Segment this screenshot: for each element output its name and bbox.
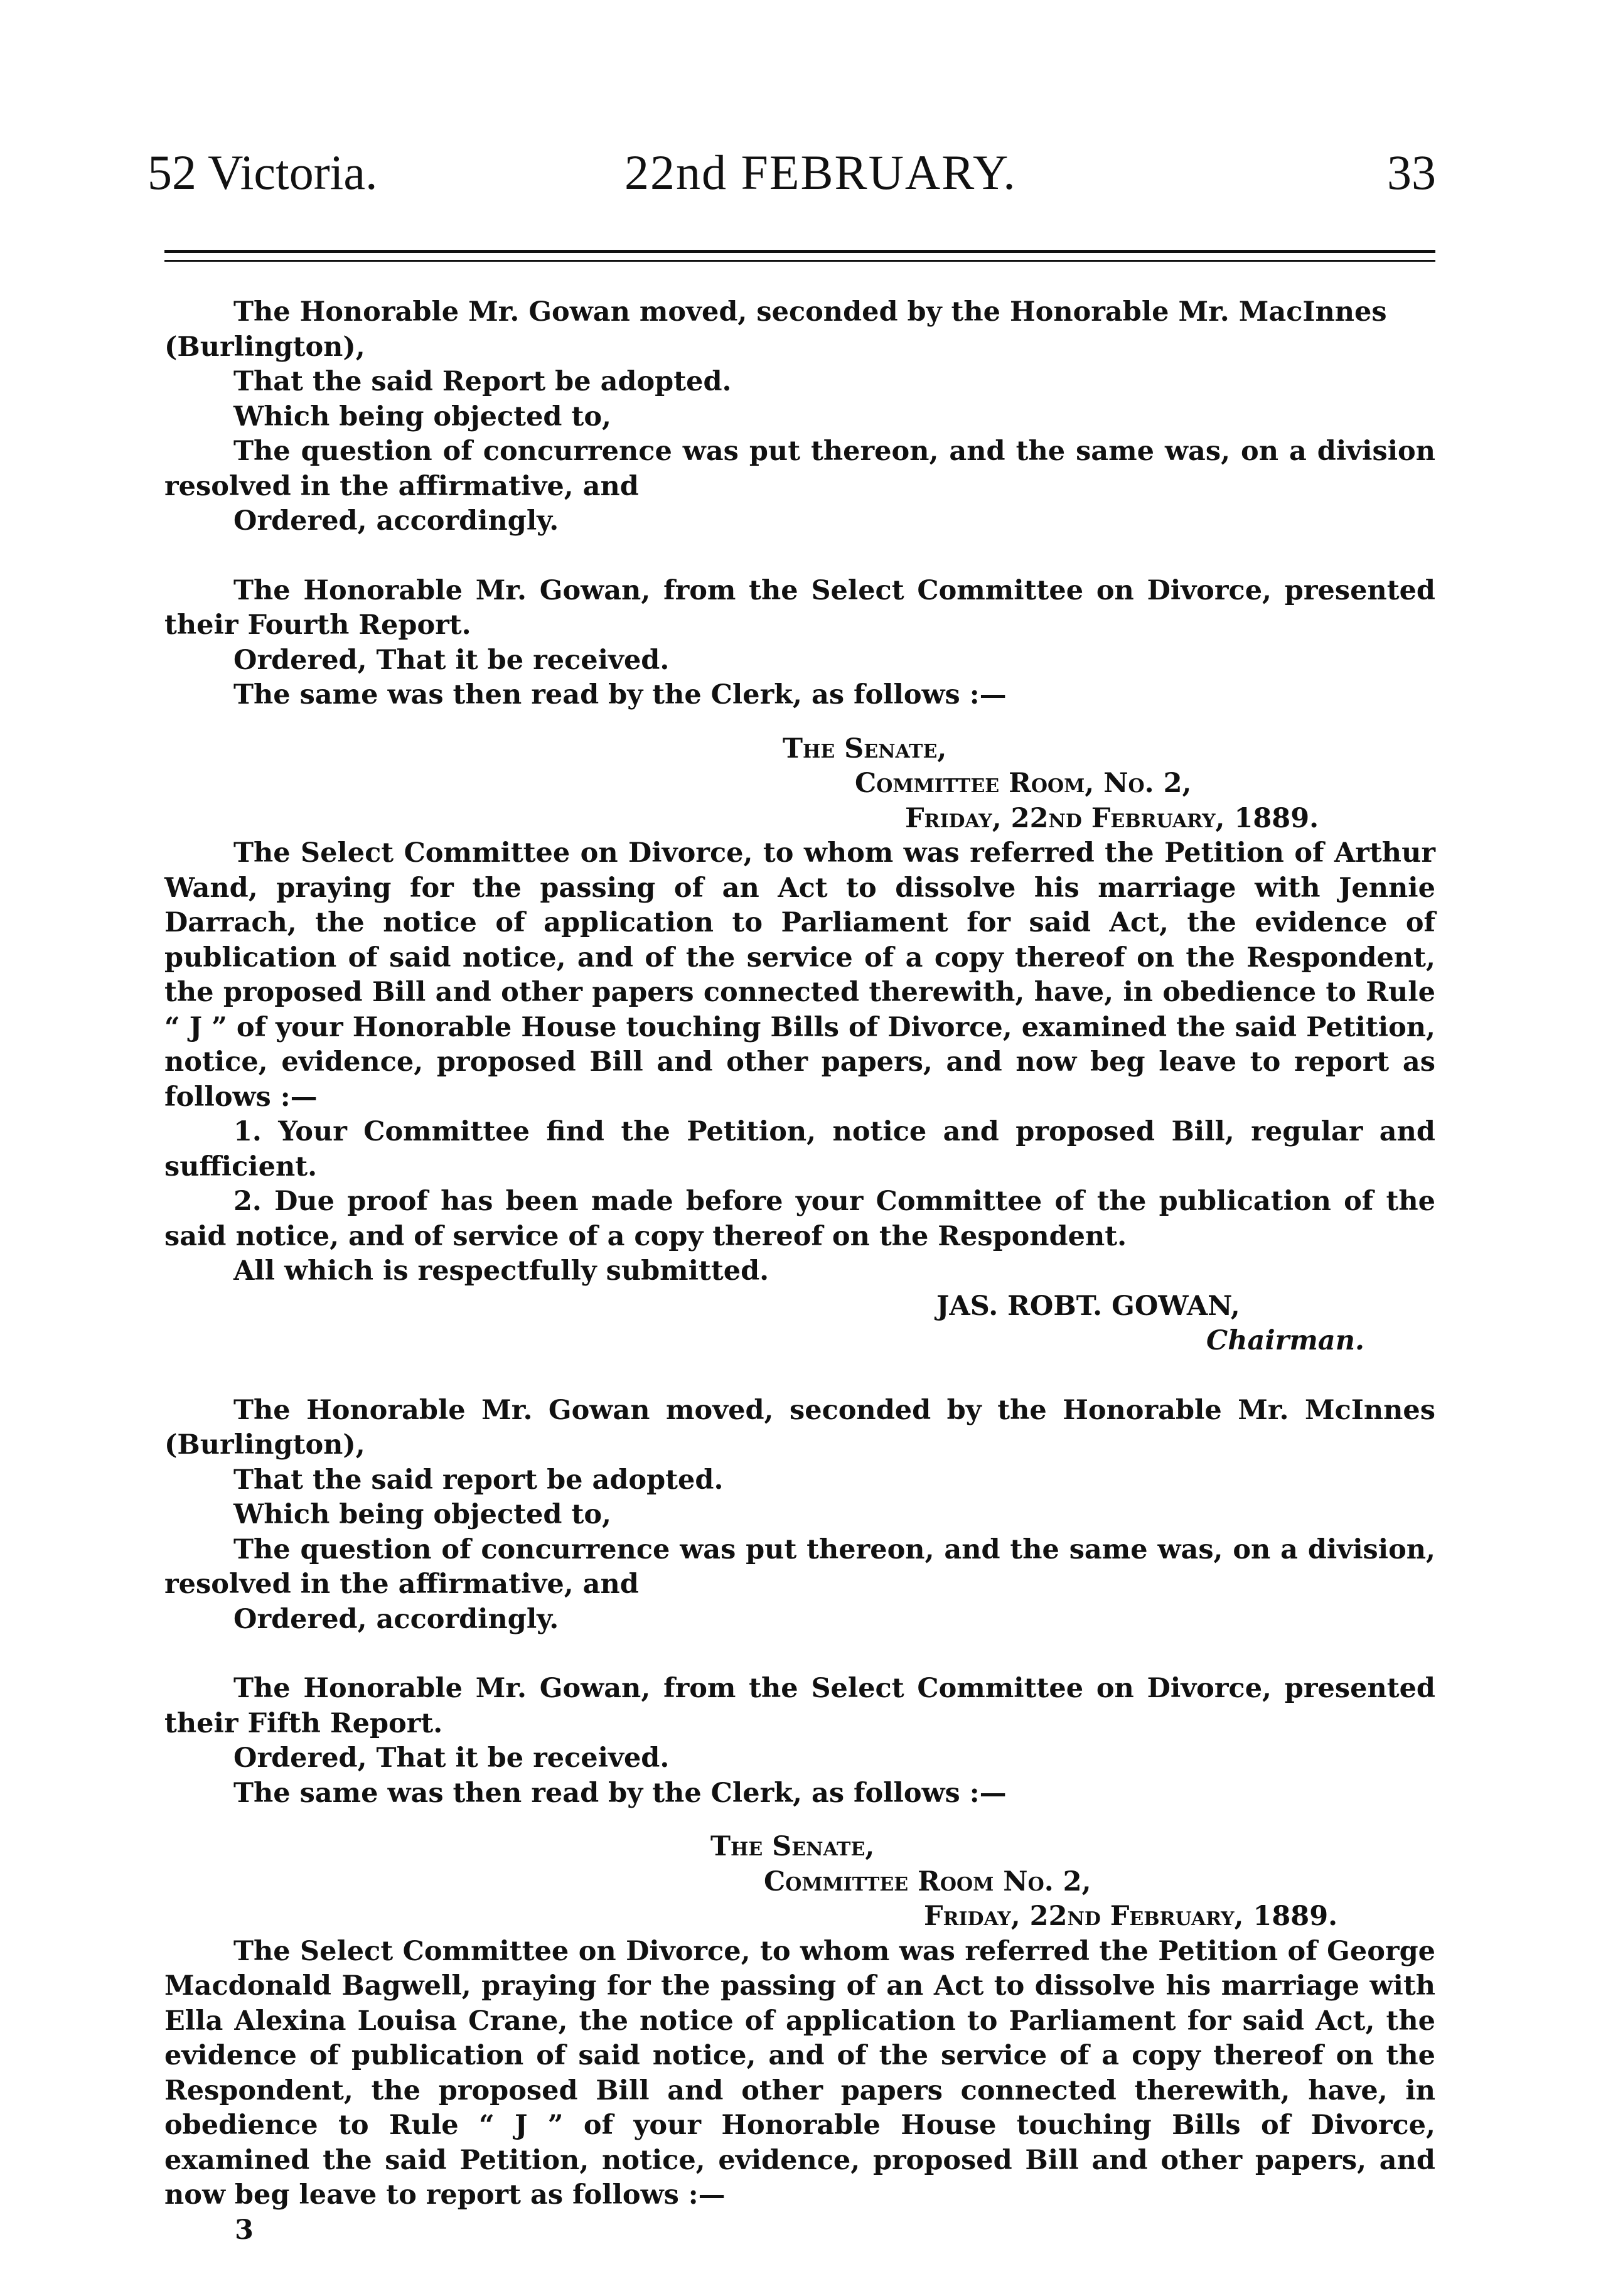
report4-address-senate: The Senate, [783, 732, 947, 764]
report4-signature-name: JAS. ROBT. GOWAN, [936, 1290, 1240, 1322]
signature-mark: 3 [235, 2214, 254, 2246]
report4-item-2: 2. Due proof has been made before your Committee of the publication of the said notice, and of service of a copy thereof on the Respondent. [164, 1186, 1435, 1252]
report4-address-date [164, 802, 1435, 837]
motion2-resolution: That the said report be adopted. [233, 1464, 724, 1496]
report4-body: The Select Committee on Divorce, to whom was referred the Petition of Arthur Wand, praying for the passing of an Act to dissolve his marriage with Jennie Darrach, the notice of application to Parliament for said Act, the evidence of publication of said notice, and of the service of a copy thereof on the Respondent, the proposed Bill and other papers connected therewith, have, in obedience to Rule “ J ” of your Honorable House touching Bills of Divorce, examined the said Petition, notice, evidence, proposed Bill and other papers, and now beg leave to report as follows :— [164, 837, 1435, 1113]
motion2-line: The Honorable Mr. Gowan moved, seconded by the Honorable Mr. McInnes (Burlington), [164, 1394, 1435, 1461]
objection-line: Which being objected to, [233, 400, 611, 432]
motion-resolution: That the said Report be adopted. [233, 366, 732, 397]
ordered2-line: Ordered, accordingly. [233, 1603, 559, 1635]
running-head-regnal-year: 52 Victoria. [147, 145, 378, 200]
fourth-report-read: The same was then read by the Clerk, as follows :— [233, 679, 1007, 711]
report4-signature-title: Chairman. [1206, 1325, 1364, 1356]
report4-address-room [164, 766, 1435, 802]
question-line: The question of concurrence was put thereon, and the same was, on a division resolved in the affirmative, and [164, 436, 1435, 502]
page-number: 33 [1387, 145, 1436, 200]
fifth-report-read: The same was then read by the Clerk, as follows :— [233, 1777, 1007, 1809]
objection2-line: Which being objected to, [233, 1499, 611, 1530]
page-body [164, 295, 1435, 2248]
fifth-report-received: Ordered, That it be received. [233, 1742, 670, 1774]
motion-line-2: (Burlington), [164, 331, 365, 363]
report5-body: The Select Committee on Divorce, to whom was referred the Petition of George Macdonald Bagwell, praying for the passing of an Act to dissolve his marriage with Ella Alexina Louisa Crane, the notice of application to Parliament for said Act, the evidence of publication of said notice, and of the service of a copy thereof on the Respondent, the proposed Bill and other papers connected therewith, have, in obedience to Rule “ J ” of your Honorable House touching Bills of Divorce, examined the said Petition, notice, evidence, proposed Bill and other papers, and now beg leave to report as follows :— [164, 1935, 1435, 2211]
running-head-date: 22nd FEBRUARY. [624, 145, 1017, 200]
report4-room-text: Committee Room, No. 2, [855, 768, 1192, 799]
fourth-report-received: Ordered, That it be received. [233, 644, 670, 676]
ordered-line: Ordered, accordingly. [233, 505, 559, 537]
report4-item-1: 1. Your Committee find the Petition, notice and proposed Bill, regular and sufficient. [164, 1116, 1435, 1183]
report5-room-text: Committee Room No. 2, [764, 1865, 1091, 1897]
report5-address-senate: The Senate, [710, 1831, 875, 1862]
report4-date-text: Friday, 22nd February, 1889. [905, 802, 1319, 834]
header-rule-thin [164, 260, 1435, 262]
report4-closing: All which is respectfully submitted. [233, 1255, 769, 1287]
fourth-report-presented: The Honorable Mr. Gowan, from the Select Committee on Divorce, presented their Fourth Report. [164, 574, 1435, 641]
header-rule-thick [164, 250, 1435, 253]
motion-line-1: The Honorable Mr. Gowan moved, seconded by the Honorable Mr. MacInnes [233, 296, 1387, 328]
report5-address-room [164, 1865, 1435, 1900]
question2-line: The question of concurrence was put thereon, and the same was, on a division, resolved in the affirmative, and [164, 1533, 1435, 1600]
fifth-report-presented: The Honorable Mr. Gowan, from the Select Committee on Divorce, presented their Fifth Report. [164, 1673, 1435, 1739]
report5-address-date [164, 1899, 1435, 1934]
report5-date-text: Friday, 22nd February, 1889. [924, 1901, 1338, 1932]
